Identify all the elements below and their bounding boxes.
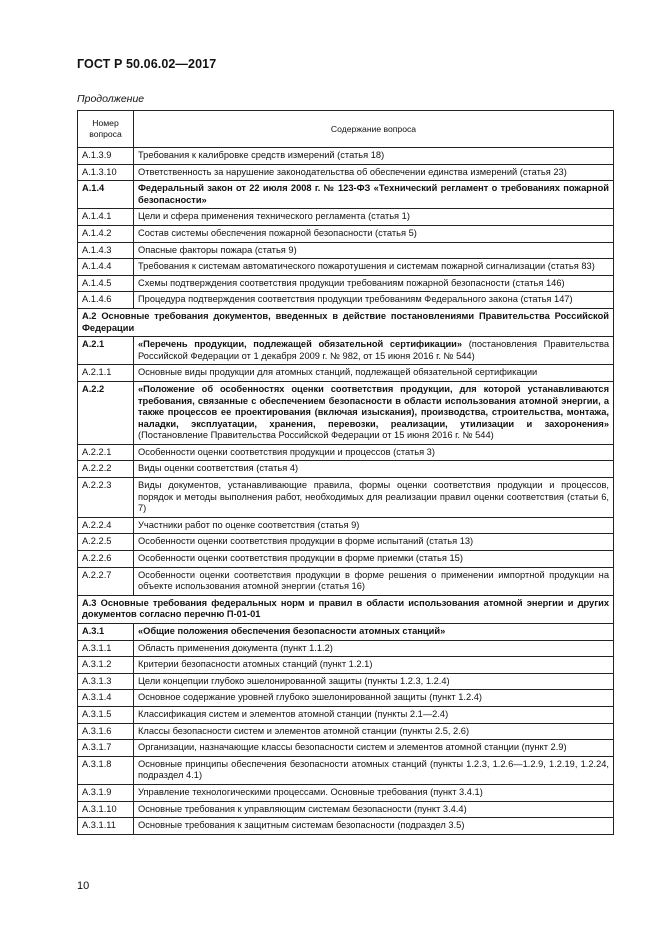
question-content: Состав системы обеспечения пожарной безопасности (статья 5) [134, 225, 614, 242]
table-row [78, 275, 614, 292]
table-row [78, 242, 614, 259]
table-row [78, 673, 614, 690]
question-content: Цели концепции глубоко эшелонированной защиты (пункты 1.2.3, 1.2.4) [134, 673, 614, 690]
question-number: А.3.1.11 [78, 818, 134, 835]
table-row [78, 534, 614, 551]
table-row [78, 756, 614, 784]
question-title: «Положение об особенностях оценки соответствия продукции, для которой устанавливаются требования, связанные с обеспечением безопасности в области использования атомной энергии, а также процессов ее проектирования (включая изыскания), производства, строительства, монтажа, наладки, эксплуатации, хранения, перевозки, реализации, утилизации и захоронения» [138, 383, 609, 429]
question-content: Требования к системам автоматического пожаротушения и системам пожарной сигнализации (статья 83) [134, 259, 614, 276]
question-number: А.1.3.10 [78, 164, 134, 181]
question-number: А.3.1.10 [78, 801, 134, 818]
document-header: ГОСТ Р 50.06.02—2017 [77, 57, 217, 71]
question-content: Классы безопасности систем и элементов атомной станции (пункты 2.5, 2.6) [134, 723, 614, 740]
question-number: А.1.4.1 [78, 209, 134, 226]
question-number: А.3.1.6 [78, 723, 134, 740]
table-section-row [78, 595, 614, 623]
question-number: А.1.4 [78, 181, 134, 209]
question-content [134, 337, 614, 365]
question-number: А.3.1.5 [78, 706, 134, 723]
question-content: Особенности оценки соответствия продукции и процессов (статья 3) [134, 444, 614, 461]
table-row [78, 461, 614, 478]
question-number: А.2.2.3 [78, 478, 134, 518]
table-row [78, 164, 614, 181]
question-content: Особенности оценки соответствия продукции в форме испытаний (статья 13) [134, 534, 614, 551]
question-number: А.3.1.7 [78, 740, 134, 757]
question-number: А.2.1.1 [78, 365, 134, 382]
table-row [78, 624, 614, 641]
question-number: А.1.4.5 [78, 275, 134, 292]
questions-table [77, 110, 614, 835]
question-content: Область применения документа (пункт 1.1.2) [134, 640, 614, 657]
table-row [78, 365, 614, 382]
table-row [78, 381, 614, 444]
table-row [78, 337, 614, 365]
table-row [78, 657, 614, 674]
table-row [78, 640, 614, 657]
question-number: А.3.1.9 [78, 784, 134, 801]
question-number: А.1.4.6 [78, 292, 134, 309]
question-content: Опасные факторы пожара (статья 9) [134, 242, 614, 259]
question-number: А.3.1.8 [78, 756, 134, 784]
question-content: «Общие положения обеспечения безопасности атомных станций» [134, 624, 614, 641]
question-number: А.1.4.4 [78, 259, 134, 276]
table-row [78, 209, 614, 226]
question-content: Федеральный закон от 22 июля 2008 г. № 123-ФЗ «Технический регламент о требованиях пожарной безопасности» [134, 181, 614, 209]
table-row [78, 148, 614, 165]
table-row [78, 801, 614, 818]
question-number: А.2.2 [78, 381, 134, 444]
question-content: Особенности оценки соответствия продукции в форме решения о применении импортной продукции на объекте использования атомной энергии (статья 16) [134, 567, 614, 595]
column-header-content: Содержание вопроса [134, 111, 614, 148]
question-content: Виды документов, устанавливающие правила, формы оценки соответствия продукции и процессов, порядок и методы выполнения работ, необходимых для реализации правил оценки соответствия (статьи 6, 7) [134, 478, 614, 518]
question-number: А.3.1.3 [78, 673, 134, 690]
table-row [78, 784, 614, 801]
question-number: А.1.4.3 [78, 242, 134, 259]
table-row [78, 551, 614, 568]
question-content: Требования к калибровке средств измерений (статья 18) [134, 148, 614, 165]
question-content: Критерии безопасности атомных станций (пункт 1.2.1) [134, 657, 614, 674]
question-title: «Перечень продукции, подлежащей обязательной сертификации» [138, 339, 463, 350]
table-row [78, 444, 614, 461]
question-number: А.1.4.2 [78, 225, 134, 242]
question-content: Основные виды продукции для атомных станций, подлежащей обязательной сертификации [134, 365, 614, 382]
question-content: Основные требования к управляющим системам безопасности (пункт 3.4.4) [134, 801, 614, 818]
table-row [78, 478, 614, 518]
question-number: А.2.2.1 [78, 444, 134, 461]
question-number: А.2.2.4 [78, 517, 134, 534]
question-content: Схемы подтверждения соответствия продукции требованиям пожарной безопасности (статья 146) [134, 275, 614, 292]
question-number: А.2.1 [78, 337, 134, 365]
table-section-row [78, 308, 614, 336]
question-number: А.2.2.6 [78, 551, 134, 568]
question-number: А.1.3.9 [78, 148, 134, 165]
question-content: Организации, назначающие классы безопасности систем и элементов атомной станции (пункт 2.9) [134, 740, 614, 757]
question-content [134, 381, 614, 444]
question-content: Основное содержание уровней глубоко эшелонированной защиты (пункт 1.2.4) [134, 690, 614, 707]
table-header-row [78, 111, 614, 148]
question-content: Управление технологическими процессами. Основные требования (пункт 3.4.1) [134, 784, 614, 801]
table-row [78, 690, 614, 707]
table-row [78, 723, 614, 740]
table-row [78, 818, 614, 835]
table-row [78, 740, 614, 757]
question-number: А.3.1.1 [78, 640, 134, 657]
question-content: Цели и сфера применения технического регламента (статья 1) [134, 209, 614, 226]
question-content: Процедура подтверждения соответствия продукции требованиям Федерального закона (статья 147) [134, 292, 614, 309]
question-reference: (постановления Правительства Российской Федерации от 1 декабря 2009 г. № 982, от 15 июня 2016 г. № 544) [138, 339, 609, 361]
question-reference: (Постановление Правительства Российской Федерации от 15 июня 2016 г. № 544) [138, 430, 494, 441]
table-row [78, 517, 614, 534]
question-number: А.3.1 [78, 624, 134, 641]
page-number: 10 [77, 880, 90, 892]
question-content: Участники работ по оценке соответствия (статья 9) [134, 517, 614, 534]
question-content: Классификация систем и элементов атомной станции (пункты 2.1—2.4) [134, 706, 614, 723]
section-title: А.3 Основные требования федеральных норм и правил в области использования атомной энергии и других документов согласно перечню П-01-01 [78, 595, 614, 623]
question-content: Основные принципы обеспечения безопасности атомных станций (пункты 1.2.3, 1.2.6—1.2.9, 1.2.19, 1.2.24, подраздел 4.1) [134, 756, 614, 784]
question-number: А.3.1.2 [78, 657, 134, 674]
question-number: А.2.2.7 [78, 567, 134, 595]
table-row [78, 225, 614, 242]
section-title: А.2 Основные требования документов, введенных в действие постановлениями Правительства Российской Федерации [78, 308, 614, 336]
column-header-number: Номер вопроса [78, 111, 134, 148]
table-row [78, 567, 614, 595]
question-number: А.2.2.5 [78, 534, 134, 551]
table-row [78, 292, 614, 309]
question-number: А.3.1.4 [78, 690, 134, 707]
table-row [78, 706, 614, 723]
question-content: Виды оценки соответствия (статья 4) [134, 461, 614, 478]
question-number: А.2.2.2 [78, 461, 134, 478]
question-content: Особенности оценки соответствия продукции в форме приемки (статья 15) [134, 551, 614, 568]
table-row [78, 259, 614, 276]
question-content: Ответственность за нарушение законодательства об обеспечении единства измерений (статья 23) [134, 164, 614, 181]
continuation-label: Продолжение [77, 93, 145, 105]
table-row [78, 181, 614, 209]
question-content: Основные требования к защитным системам безопасности (подраздел 3.5) [134, 818, 614, 835]
table-body [78, 148, 614, 835]
